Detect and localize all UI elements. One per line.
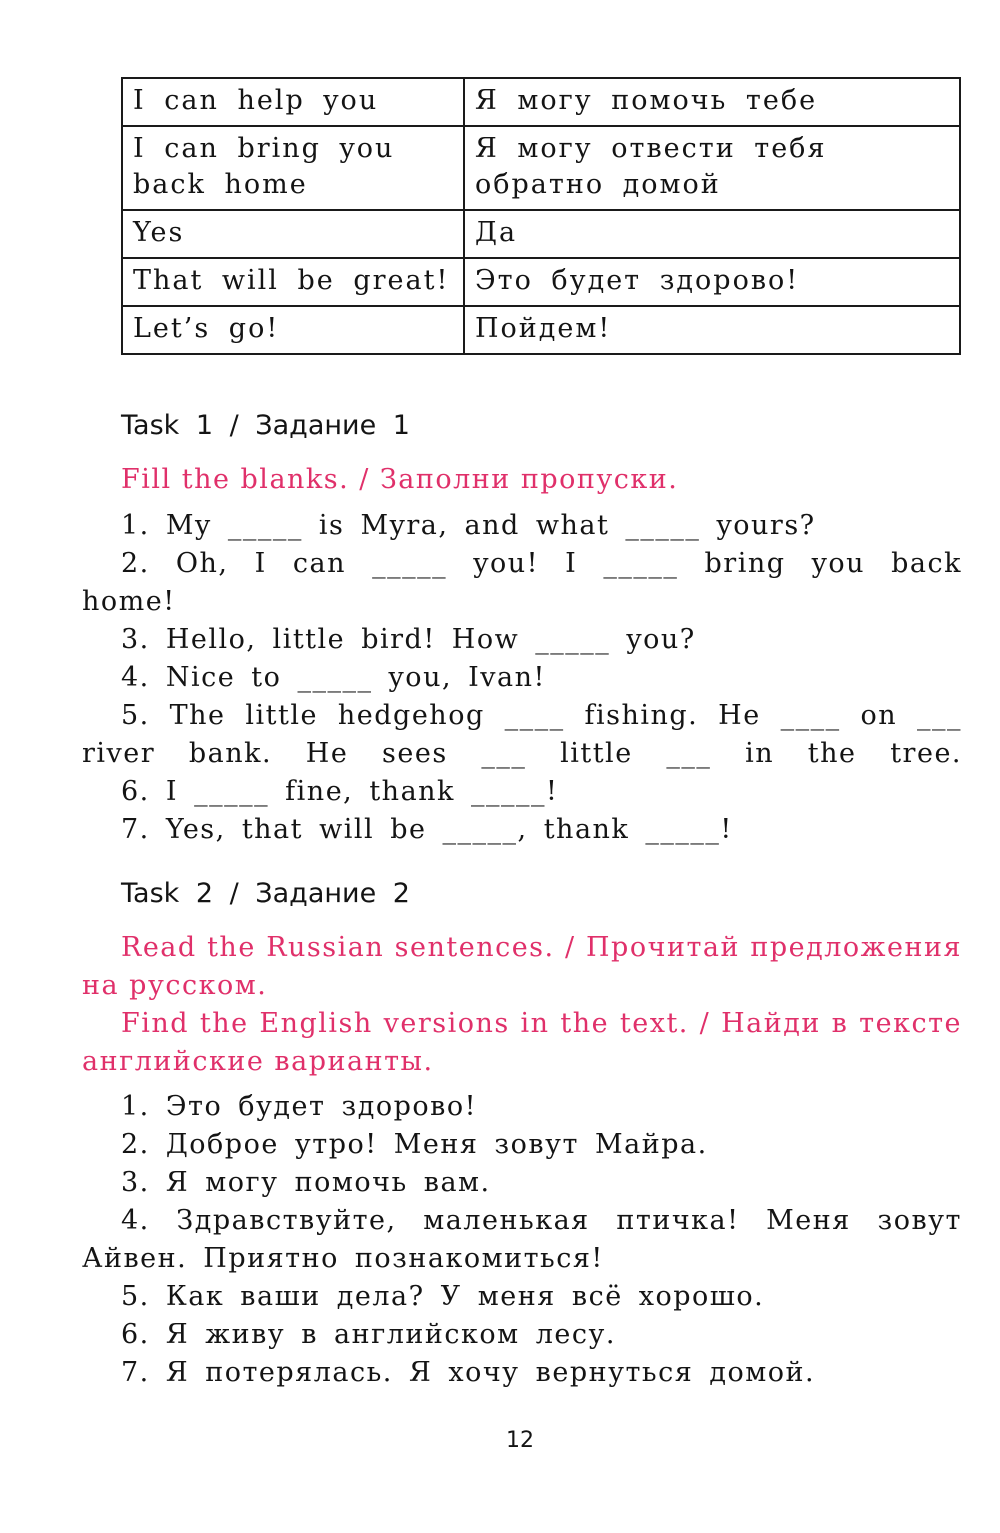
- table-row: [122, 126, 960, 210]
- task-2-heading: Task 2 / Задание 2: [121, 878, 410, 909]
- task-1-exercise-list: [82, 507, 962, 849]
- table-row: [122, 78, 960, 126]
- list-item: 3. Hello, little bird! How _____ you?: [121, 624, 696, 655]
- list-item: 2. Доброе утро! Меня зовут Майра.: [121, 1129, 708, 1160]
- russian-translation: Да: [464, 210, 960, 258]
- table-row: [122, 306, 960, 354]
- english-phrase: Yes: [122, 210, 464, 258]
- task-2-instruction-read: Read the Russian sentences. / Прочитай предложения на русском.: [82, 932, 962, 1001]
- russian-translation: Пойдем!: [464, 306, 960, 354]
- task-2-sentence-list: [82, 1088, 962, 1392]
- table-row: [122, 258, 960, 306]
- russian-translation: Я могу отвести тебя обратно домой: [464, 126, 960, 210]
- list-item: 5. The little hedgehog ____ fishing. He ____ on ___ river bank. He sees ___ little ___ in the tree.: [82, 700, 962, 769]
- list-item: 7. Yes, that will be _____, thank _____!: [121, 814, 733, 845]
- english-phrase: I can bring you back home: [122, 126, 464, 210]
- page-number: 12: [506, 1428, 534, 1453]
- list-item: 4. Здравствуйте, маленькая птичка! Меня зовут Айвен. Приятно познакомиться!: [82, 1205, 962, 1274]
- list-item: 2. Oh, I can _____ you! I _____ bring you back home!: [82, 548, 962, 617]
- list-item: 1. My _____ is Myra, and what _____ yours?: [121, 510, 816, 541]
- english-phrase: I can help you: [122, 78, 464, 126]
- english-phrase: Let’s go!: [122, 306, 464, 354]
- task-2-instruction-find: Find the English versions in the text. / Найди в тексте английские варианты.: [82, 1008, 962, 1077]
- russian-translation: Это будет здорово!: [464, 258, 960, 306]
- task-1-instruction: Fill the blanks. / Заполни пропуски.: [121, 464, 679, 495]
- vocabulary-table: [121, 77, 961, 355]
- task-1-heading: Task 1 / Задание 1: [121, 410, 410, 441]
- russian-translation: Я могу помочь тебе: [464, 78, 960, 126]
- list-item: 1. Это будет здорово!: [121, 1091, 477, 1122]
- list-item: 7. Я потерялась. Я хочу вернуться домой.: [121, 1357, 816, 1388]
- list-item: 4. Nice to _____ you, Ivan!: [121, 662, 546, 693]
- list-item: 3. Я могу помочь вам.: [121, 1167, 491, 1198]
- list-item: 6. I _____ fine, thank _____!: [121, 776, 559, 807]
- table-row: [122, 210, 960, 258]
- list-item: 5. Как ваши дела? У меня всё хорошо.: [121, 1281, 765, 1312]
- english-phrase: That will be great!: [122, 258, 464, 306]
- list-item: 6. Я живу в английском лесу.: [121, 1319, 616, 1350]
